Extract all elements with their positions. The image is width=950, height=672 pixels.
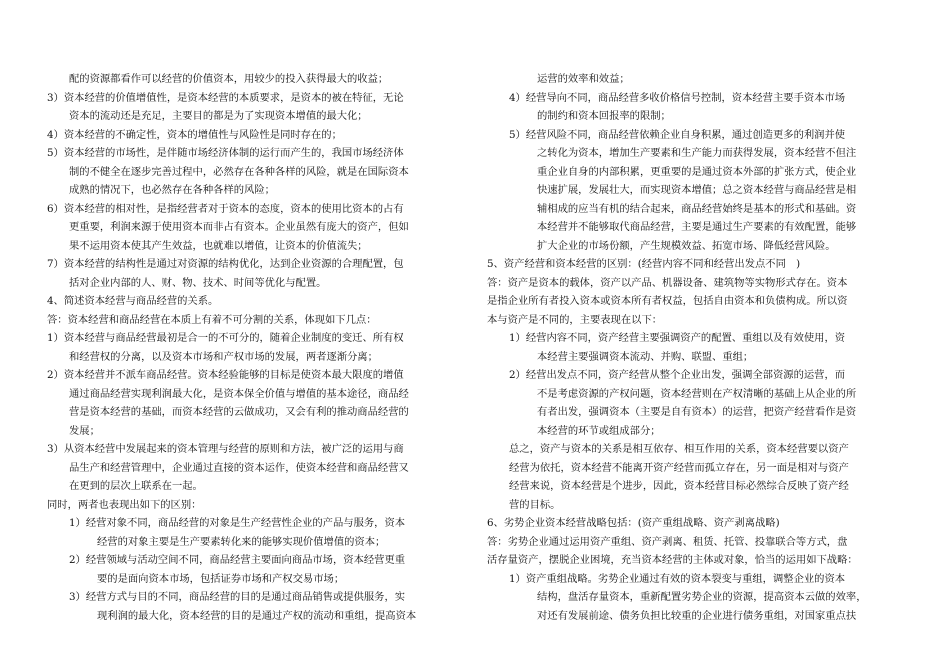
text-line: 之转化为资本，增加生产要素和生产能力而获得发展，资本经营不但注 <box>537 147 857 159</box>
text-line: 是指企业所有者投入资本或资本所有者权益，包括自由资本和负债构成。所以资 <box>487 295 848 307</box>
text-line: 6、劣势企业资本经营战略包括：(资产重组战略、资产剥离战略) <box>487 517 780 529</box>
text-line: 1）资本经营与商品经营最初是合一的不可分的，随着企业制度的变迁、所有权 <box>47 332 404 344</box>
text-line: 2）经营领域与活动空间不同，商品经营主要面向商品市场，资本经营更重 <box>69 554 406 566</box>
text-line: 营是资本经营的基础，而资本经营的云做成功，又会有利的推动商品经营的 <box>69 406 409 418</box>
text-line: 要的是面向资本市场，包括证券市场和产权交易市场； <box>97 572 345 585</box>
text-line: 本经营主要强调资本流动、并购、联盟、重组； <box>537 350 754 363</box>
text-line: 经营来说，资本经营是个进步，因此，资本经营目标必然综合反映了资产经 <box>509 480 849 492</box>
text-line: 1）资产重组战略。劣势企业通过有效的资本裂变与重组，调整企业的资本 <box>509 572 846 585</box>
text-line: 现利润的最大化，资本经营的目的是通过产权的流动和重组，提高资本 <box>97 609 417 622</box>
text-line: 对还有发展前途、债务负担比较重的企业进行债务重组，对国家重点扶 <box>537 609 857 622</box>
text-line: 7）资本经营的结构性是通过对资源的结构优化，达到企业资源的合理配置，包 <box>47 258 404 270</box>
text-line: 和经营权的分离，以及资本市场和产权市场的发展，两者逐渐分离； <box>69 350 378 363</box>
text-line: 营的目标。 <box>509 498 561 511</box>
text-line: 的制约和资本回报率的限制； <box>537 110 671 122</box>
text-line: 3）资本经营的价值增值性，是资本经营的本质要求，是资本的被在特征，无论 <box>47 91 404 104</box>
text-line: 2）资本经营并不派车商品经营。资本经验能够的目标是使资本最大限度的增值 <box>47 369 404 381</box>
text-line: 3）经营方式与目的不同，商品经营的目的是通过商品销售或提供服务，实 <box>69 591 406 603</box>
text-line: 3）从资本经营中发展起来的资本管理与经营的原则和方法，被广泛的运用与商 <box>47 443 404 455</box>
text-line: 不是考虑资源的产权问题，资本经营则在产权清晰的基础上从企业的所 <box>537 387 857 400</box>
text-line: 发展； <box>69 424 100 437</box>
text-line: 经营的对象主要是生产要素转化来的能够实现价值增值的资本； <box>97 535 386 548</box>
text-line: 答：劣势企业通过运用资产重组、资产剥离、租赁、托管、投靠联合等方式，盘 <box>487 535 848 548</box>
text-line: 5、资产经营和资本经营的区别：(经营内容不同和经营出发点不同 ) <box>487 258 801 270</box>
text-line: 4）资本经营的不确定性，资本的增值性与风险性是同时存在的； <box>47 128 342 141</box>
text-line: 1）经营对象不同，商品经营的对象是生产经营性企业的产品与服务，资本 <box>69 517 406 529</box>
text-line: 1）经营内容不同，资产经营主要强调资产的配置、重组以及有效使用，资 <box>509 332 846 344</box>
text-line: 结构，盘活存量资本，重新配置劣势企业的资源，提高资本云做的效率， <box>537 591 867 603</box>
text-line: 通过商品经营实现利润最大化，是资本保全价值与增值的基本途径，商品经 <box>69 387 409 400</box>
text-line: 在更到的层次上联系在一起。 <box>69 480 203 492</box>
text-line: 本与资产是不同的，主要表现在以下： <box>487 313 663 326</box>
text-line: 答：资本经营和商品经营在本质上有着不可分割的关系，体现如下几点： <box>47 313 377 326</box>
text-line: 资本的流动还是充足，主要目的都是为了实现资本增值的最大化； <box>69 110 368 122</box>
text-line: 品生产和经营管理中，企业通过直接的资本运作，使资本经营和商品经营又 <box>69 461 409 474</box>
text-line: 制的不健全在逐步完善过程中，必然存在各种各样的风险，就是在国际资本 <box>69 165 409 178</box>
text-line: 有者出发，强调资本（主要是自有资本）的运营，把资产经营看作是资 <box>537 406 857 418</box>
text-line: 扩大企业的市场份额，产生规模效益、拓宽市场、降低经营风险。 <box>537 239 836 252</box>
text-line: 经营为依托，资本经营不能离开资产经营而孤立存在，另一面是相对与资产 <box>509 461 849 474</box>
right-column <box>487 70 907 625</box>
text-line: 6）资本经营的相对性，是指经营者对于资本的态度，资本的使用比资本的占有 <box>47 202 404 215</box>
text-line: 果不运用资本使其产生效益，也就难以增值，让资本的价值流失； <box>69 239 368 252</box>
text-line: 4、简述资本经营与商品经营的关系。 <box>47 295 219 307</box>
text-line: 运营的效率和效益； <box>537 73 630 85</box>
text-line: 本经营并不能够取代商品经营，主要是通过生产要素的有效配置，能够 <box>537 221 857 233</box>
text-line: 总之，资产与资本的关系是相互依存、相互作用的关系，资本经营要以资产 <box>509 443 849 455</box>
text-line: 2）经营出发点不同，资产经营从整个企业出发，强调全部资源的运营，而 <box>509 369 846 381</box>
text-line: 快速扩展，发展壮大，而实现资本增值；总之资本经营与商品经营是相 <box>537 184 857 196</box>
text-line: 5）资本经营的市场性，是伴随市场经济体制的运行而产生的，我国市场经济体 <box>47 147 404 159</box>
text-line: 活存量资产，摆脱企业困境，充当资本经营的主体或对象，恰当的运用如下战略： <box>487 554 858 566</box>
text-line: 本经营的环节或组成部分； <box>537 424 661 437</box>
text-line: 括对企业内部的人、财、物、技术、时间等优化与配置。 <box>69 276 327 289</box>
text-line: 更重要，利润来源于使用资本而非占有资本。企业虽然有庞大的资产，但如 <box>69 221 409 233</box>
text-line: 配的资源都看作可以经营的价值资本，用较少的投入获得最大的收益； <box>69 73 389 85</box>
text-line: 5）经营风险不同，商品经营依赖企业自身积累，通过创造更多的利润并使 <box>509 128 846 141</box>
left-column <box>47 70 467 625</box>
text-line: 成熟的情况下，也必然存在各种各样的风险； <box>69 184 275 196</box>
text-line: 辅相成的应当有机的结合起来，商品经营始终是基本的形式和基础。资 <box>537 202 857 215</box>
text-line: 同时，两者也表现出如下的区别： <box>47 498 202 511</box>
text-line: 重企业自身的内部积累，更重要的是通过资本外部的扩张方式，使企业 <box>537 165 857 178</box>
text-line: 答：资产是资本的载体，资产以产品、机器设备、建筑物等实物形式存在。资本 <box>487 276 848 289</box>
text-line: 4）经营导向不同，商品经营多收价格信号控制，资本经营主要手资本市场 <box>509 91 846 104</box>
